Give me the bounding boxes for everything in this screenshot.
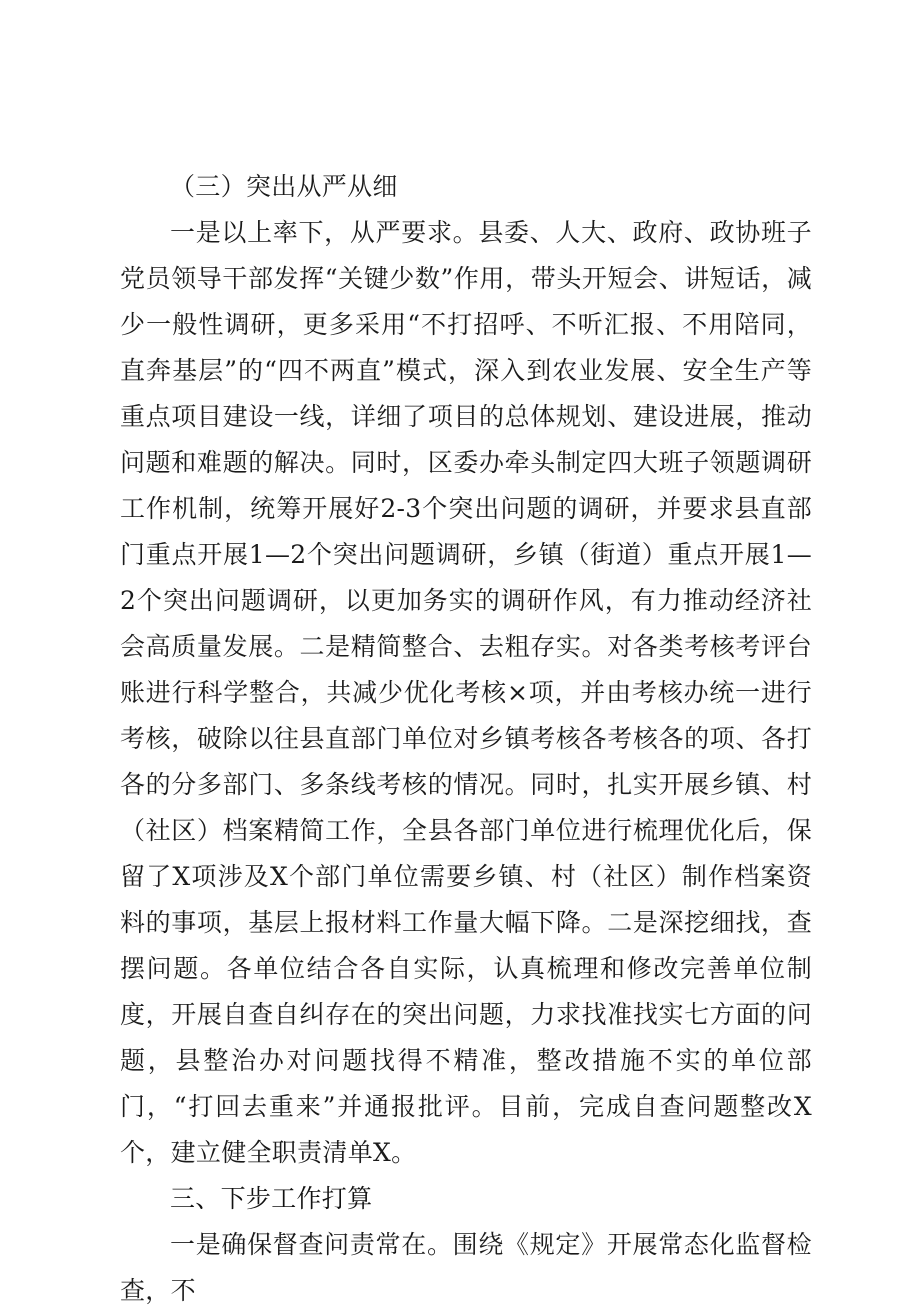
section-subheading: （三）突出从严从细	[170, 172, 398, 201]
body-paragraph: 一是以上率下，从严要求。县委、人大、政府、政协班子党员领导干部发挥“关键少数”作用，带头开短会、讲短话，减少一般性调研，更多采用“不打招呼、不听汇报、不用陪同，直奔基层”的“四不两直”模式，深入到农业发展、安全生产等重点项目建设一线，详细了项目的总体规划、建设进展，推动问题和难题的解决。同时，区委办牵头制定四大班子领题调研工作机制，统筹开展好2-3个突出问题的调研，并要求县直部门重点开展1—2个突出问题调研，乡镇（街道）重点开展1—2个突出问题调研，以更加务实的调研作风，有力推动经济社会高质量发展。二是精简整合、去粗存实。对各类考核考评台账进行科学整合，共减少优化考核×项，并由考核办统一进行考核，破除以往县直部门单位对乡镇考核各考核各的项、各打各的分多部门、多条线考核的情况。同时，扎实开展乡镇、村（社区）档案精简工作，全县各部门单位进行梳理优化后，保留了X项涉及X个部门单位需要乡镇、村（社区）制作档案资料的事项，基层上报材料工作量大幅下降。二是深挖细找，查摆问题。各单位结合各自实际，认真梳理和修改完善单位制度，开展自查自纠存在的突出问题，力求找准找实七方面的问题，县整治办对问题找得不精准，整改措施不实的单位部门，“打回去重来”并通报批评。目前，完成自查问题整改X个，建立健全职责清单X。	[120, 218, 812, 1167]
body-paragraph-continued: 一是确保督查问责常在。围绕《规定》开展常态化监督检查，不	[120, 1230, 812, 1305]
document-body	[120, 164, 812, 1314]
section-heading: 三、下步工作打算	[170, 1184, 373, 1213]
